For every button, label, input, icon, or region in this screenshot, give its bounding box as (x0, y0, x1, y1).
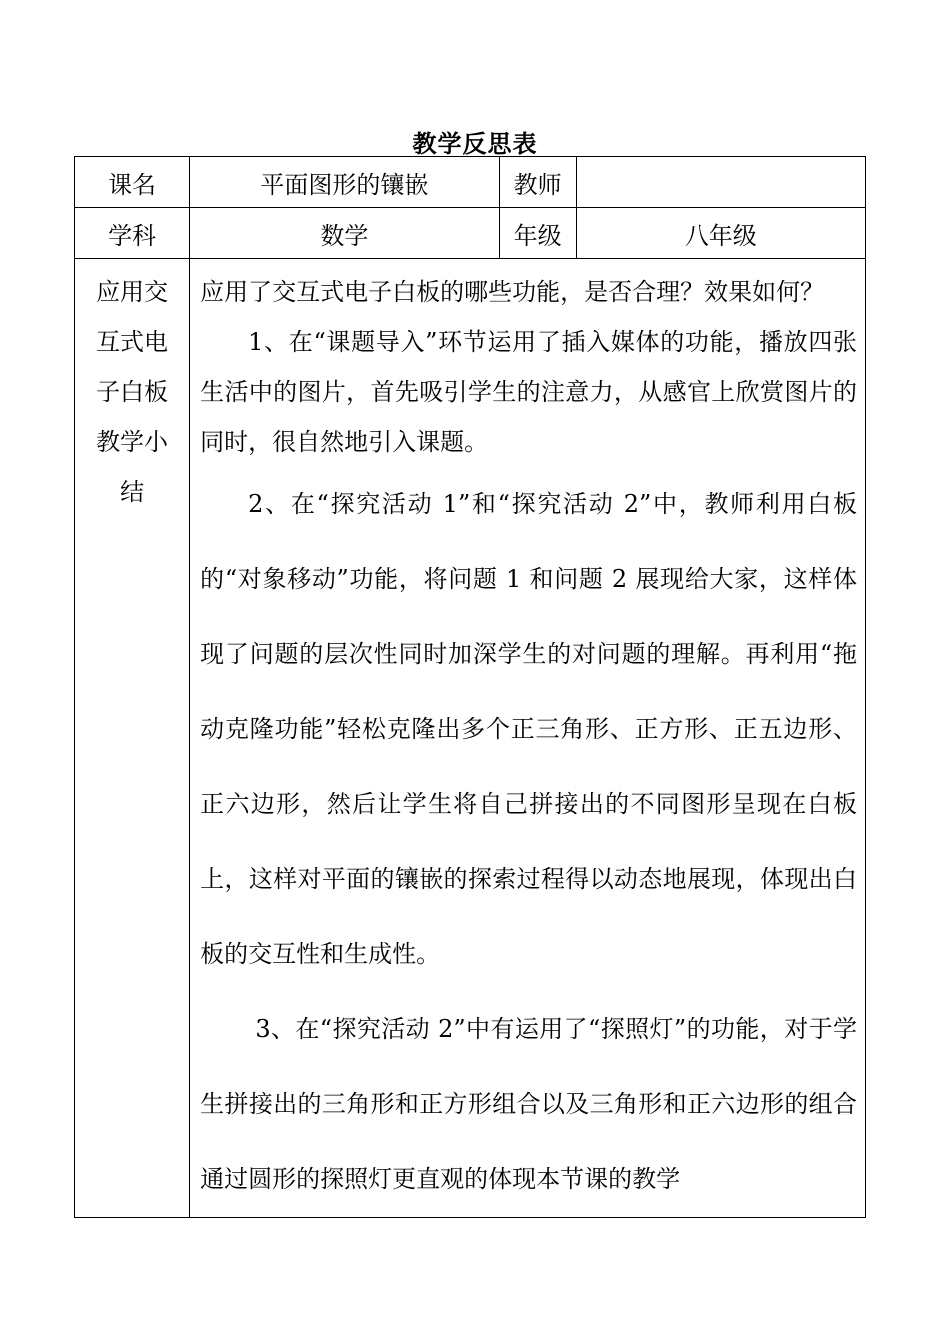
course-label: 课名 (75, 157, 190, 208)
page-title: 教学反思表 (412, 130, 538, 158)
summary-paragraph-1: 1、在“课题导入”环节运用了插入媒体的功能，播放四张生活中的图片，首先吸引学生的注意力，从感官上欣赏图片的同时，很自然地引入课题。 (200, 328, 857, 456)
table-row-subject (75, 208, 866, 259)
summary-question: 应用了交互式电子白板的哪些功能，是否合理？效果如何？ (200, 278, 825, 306)
grade-value: 八年级 (576, 208, 865, 259)
table-row-course (75, 157, 866, 208)
summary-paragraph-3: 3、在“探究活动 2”中有运用了“探照灯”的功能，对于学生拼接出的三角形和正方形组合以及三角形和正六边形的组合通过圆形的探照灯更直观的体现本节课的教学 (200, 1015, 857, 1193)
grade-label: 年级 (499, 208, 576, 259)
summary-content (190, 259, 866, 1218)
summary-label-line: 应用交 (96, 278, 169, 306)
summary-label-line: 教学小 (96, 428, 169, 456)
subject-label: 学科 (75, 208, 190, 259)
summary-label-line: 子白板 (96, 378, 169, 406)
summary-label-line: 互式电 (96, 328, 169, 356)
teacher-label: 教师 (499, 157, 576, 208)
course-name: 平面图形的镶嵌 (190, 157, 499, 208)
summary-label-line: 结 (120, 478, 145, 506)
reflection-table (74, 156, 866, 1218)
teacher-value (576, 157, 865, 208)
table-row-summary (75, 259, 866, 1218)
subject-value: 数学 (190, 208, 499, 259)
summary-label (75, 259, 190, 1218)
summary-paragraph-2: 2、在“探究活动 1”和“探究活动 2”中，教师利用白板的“对象移动”功能，将问题 1 和问题 2 展现给大家，这样体现了问题的层次性同时加深学生的对问题的理解。再利用“拖动克隆功能”轻松克隆出多个正三角形、正方形、正五边形、正六边形，然后让学生将自己拼接出的不同图形呈现在白板上，这样对平面的镶嵌的探索过程得以动态地展现，体现出白板的交互性和生成性。 (200, 490, 857, 968)
